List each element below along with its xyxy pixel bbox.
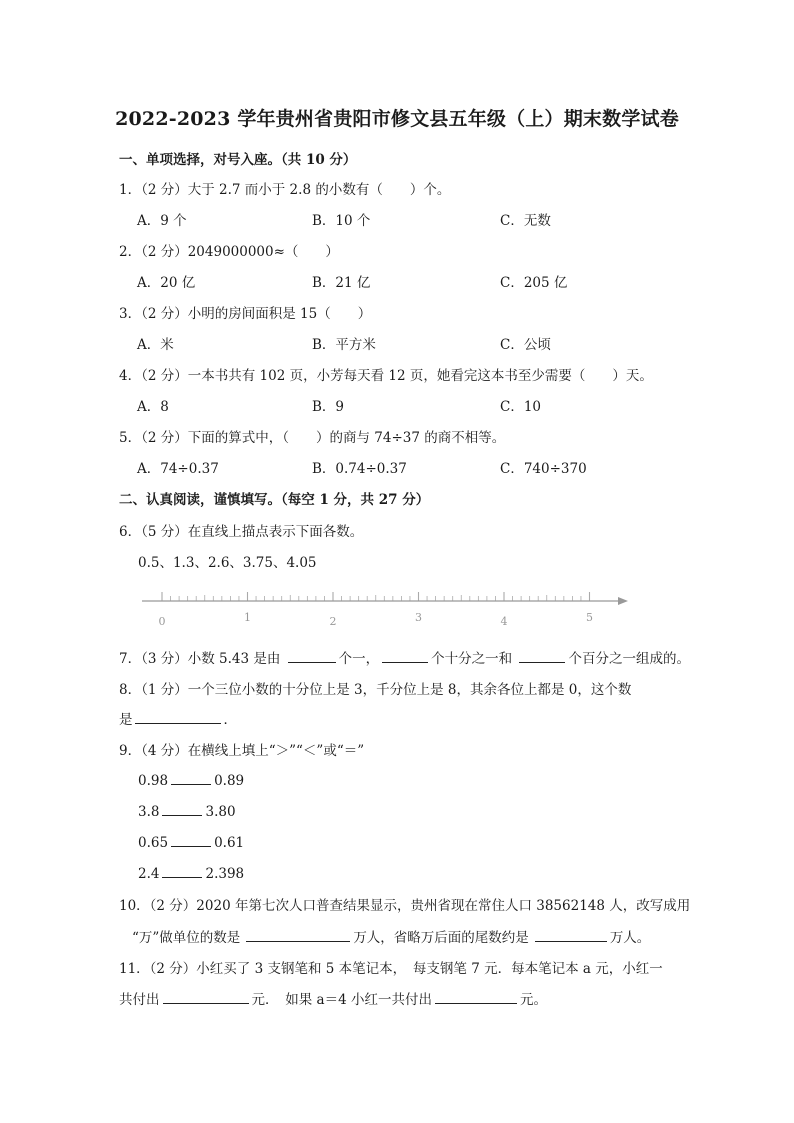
q8-text-1: 是 xyxy=(119,712,133,728)
q3-option-c: C．公顷 xyxy=(500,337,551,353)
question-10-line-2 xyxy=(132,926,650,946)
q9-row-3-left: 0.65 xyxy=(138,835,169,851)
q7-text-3: 个十分之一和 xyxy=(431,651,513,667)
q9-row-1-right: 0.89 xyxy=(214,773,245,789)
q9-row xyxy=(138,770,244,789)
q5-option-b: B．0.74÷0.37 xyxy=(312,461,407,477)
tick-label: 4 xyxy=(500,615,508,628)
q2-option-b: B．21 亿 xyxy=(312,275,371,291)
q7-text-2: 个一， xyxy=(338,651,380,667)
question-8-line-1: 8．（1 分）一个三位小数的十分位上是 3，千分位上是 8，其余各位上都是 0，这个数 xyxy=(119,682,632,698)
q9-row-2-blank[interactable] xyxy=(162,801,202,816)
question-11-line-1: 11．（2 分）小红买了 3 支钢笔和 5 本笔记本， 每支钢笔 7 元．每本笔记本 a 元，小红一 xyxy=(119,961,663,977)
tick-label: 3 xyxy=(415,611,422,624)
question-6: 6．（5 分）在直线上描点表示下面各数。 xyxy=(119,524,364,540)
q9-row-3-right: 0.61 xyxy=(214,835,245,851)
q5-option-c: C．740÷370 xyxy=(500,461,587,477)
q11-text-1: 共付出 xyxy=(119,992,160,1008)
q7-text-1: 7．（3 分）小数 5.43 是由 xyxy=(119,651,281,667)
q3-option-b: B．平方米 xyxy=(312,337,376,353)
q9-row xyxy=(138,801,236,820)
q1-option-c: C．无数 xyxy=(500,213,551,229)
q9-row-3-blank[interactable] xyxy=(171,832,211,847)
question-3: 3．（2 分）小明的房间面积是 15（ ） xyxy=(119,306,372,322)
question-8-line-2 xyxy=(119,708,237,728)
question-11-line-2 xyxy=(119,988,547,1008)
q4-option-a: A．8 xyxy=(137,399,169,415)
question-5: 5．（2 分）下面的算式中，（ ）的商与 74÷37 的商不相等。 xyxy=(119,430,506,446)
q4-option-c: C．10 xyxy=(500,399,542,415)
question-10-line-1: 10．（2 分）2020 年第七次人口普查结果显示，贵州省现在常住人口 38562148 人，改写成用 xyxy=(119,898,691,914)
q4-option-b: B．9 xyxy=(312,399,345,415)
q9-row-4-right: 2.398 xyxy=(205,866,245,882)
q11-text-2: 元． 如果 a＝4 小红一共付出 xyxy=(251,992,432,1008)
q7-blank-tenths[interactable] xyxy=(382,648,428,663)
tick-label: 0 xyxy=(158,615,166,628)
q7-blank-ones[interactable] xyxy=(288,648,336,663)
number-line-arrow xyxy=(618,597,628,605)
tick-label: 2 xyxy=(329,615,337,628)
q10-text-2: 万人，省略万后面的尾数约是 xyxy=(353,930,529,946)
question-9: 9．（4 分）在横线上填上“＞”“＜”或“＝” xyxy=(119,743,365,759)
q11-blank-expression[interactable] xyxy=(163,989,249,1004)
question-7 xyxy=(119,647,690,667)
q11-text-3: 元。 xyxy=(519,992,547,1008)
q9-row-1-blank[interactable] xyxy=(171,770,211,785)
question-2: 2．（2 分）2049000000≈（ ） xyxy=(119,244,339,260)
q8-answer-blank[interactable] xyxy=(135,709,221,724)
q10-text-1: “万”做单位的数是 xyxy=(132,930,241,946)
tick-label: 1 xyxy=(244,611,251,624)
q7-blank-hundredths[interactable] xyxy=(519,648,565,663)
q9-row-1-left: 0.98 xyxy=(138,773,169,789)
question-4: 4．（2 分）一本书共有 102 页，小芳每天看 12 页，她看完这本书至少需要（ ）天。 xyxy=(119,368,653,384)
q1-option-a: A．9 个 xyxy=(137,213,187,229)
q2-option-c: C．205 亿 xyxy=(500,275,568,291)
q5-option-a: A．74÷0.37 xyxy=(137,461,219,477)
section-2-heading: 二、认真阅读，谨慎填写。（每空 1 分，共 27 分） xyxy=(119,492,430,508)
page-title: 2022-2023 学年贵州省贵阳市修文县五年级（上）期末数学试卷 xyxy=(115,108,679,130)
q11-blank-total[interactable] xyxy=(435,989,517,1004)
q9-row xyxy=(138,832,244,851)
q10-blank-approx[interactable] xyxy=(535,927,607,942)
tick-label: 5 xyxy=(586,611,593,624)
number-line-ticks xyxy=(162,592,590,601)
q10-blank-wan[interactable] xyxy=(246,927,350,942)
q10-text-3: 万人。 xyxy=(609,930,651,946)
q1-option-b: B．10 个 xyxy=(312,213,371,229)
q9-row-4-left: 2.4 xyxy=(138,866,160,882)
q9-row-4-blank[interactable] xyxy=(162,863,202,878)
q2-option-a: A．20 亿 xyxy=(137,275,196,291)
question-1: 1．（2 分）大于 2.7 而小于 2.8 的小数有（ ）个。 xyxy=(119,182,451,198)
q9-row xyxy=(138,863,244,882)
q7-text-4: 个百分之一组成的。 xyxy=(568,651,690,667)
q3-option-a: A．米 xyxy=(137,337,174,353)
q8-text-2: ． xyxy=(223,712,237,728)
number-line xyxy=(140,583,640,631)
q9-row-2-left: 3.8 xyxy=(138,804,160,820)
q9-row-2-right: 3.80 xyxy=(205,804,236,820)
q6-numbers: 0.5、1.3、2.6、3.75、4.05 xyxy=(138,555,317,571)
section-1-heading: 一、单项选择，对号入座。（共 10 分） xyxy=(119,152,357,168)
